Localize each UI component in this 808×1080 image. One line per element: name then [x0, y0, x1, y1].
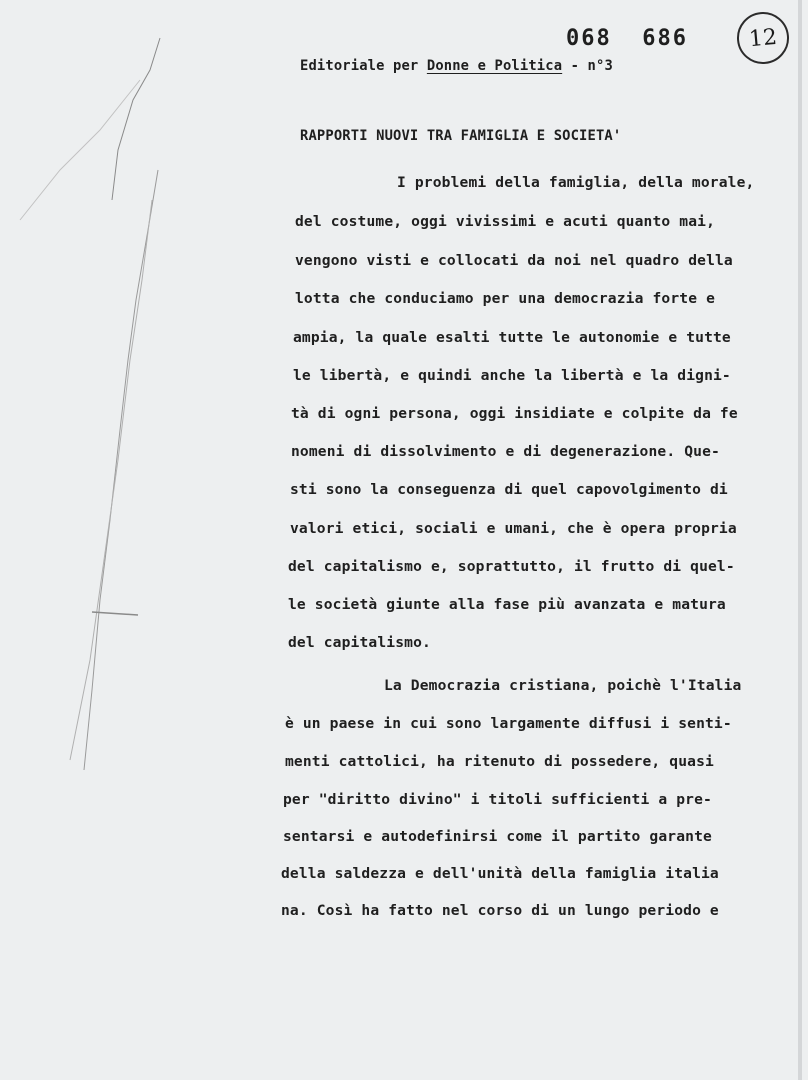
paragraph-line: della saldezza e dell'unità della famiglia italia: [281, 865, 719, 882]
paragraph-line: La Democrazia cristiana, poichè l'Italia: [384, 677, 742, 694]
paragraph-line: lotta che conduciamo per una democrazia forte e: [295, 290, 716, 307]
stamp-number: 12: [747, 24, 779, 52]
editorial-prefix: Editoriale per: [300, 58, 427, 74]
article-title: RAPPORTI NUOVI TRA FAMIGLIA E SOCIETA': [300, 128, 622, 144]
paragraph-line: del costume, oggi vivissimi e acuti quanto mai,: [295, 213, 716, 230]
issue-number: - n°3: [562, 58, 613, 74]
paragraph-line: na. Così ha fatto nel corso di un lungo periodo e: [281, 902, 719, 919]
publication-name: Donne e Politica: [426, 58, 563, 74]
paragraph-line: del capitalismo e, soprattutto, il frutto di quel-: [288, 558, 735, 575]
paragraph-line: sti sono la conseguenza di quel capovolgimento di: [290, 481, 728, 498]
circled-page-number: [735, 10, 791, 66]
paragraph-line: I problemi della famiglia, della morale,: [397, 174, 755, 191]
paragraph-line: per "diritto divino" i titoli sufficienti a pre-: [283, 791, 712, 808]
paragraph-line: ampia, la quale esalti tutte le autonomie e tutte: [293, 329, 731, 346]
paragraph-line: sentarsi e autodefinirsi come il partito garante: [283, 828, 712, 845]
editorial-header: [300, 56, 613, 76]
paragraph-line: valori etici, sociali e umani, che è opera propria: [290, 520, 737, 537]
paragraph-line: le società giunte alla fase più avanzata e matura: [288, 596, 726, 613]
paragraph-line: del capitalismo.: [288, 634, 431, 651]
paragraph-line: le libertà, e quindi anche la libertà e la digni-: [293, 367, 731, 384]
paragraph-line: è un paese in cui sono largamente diffusi i senti-: [285, 715, 732, 732]
paragraph-line: nomeni di dissolvimento e di degenerazione. Que-: [291, 443, 720, 460]
paragraph-line: menti cattolici, ha ritenuto di possedere, quasi: [285, 753, 714, 770]
paragraph-line: tà di ogni persona, oggi insidiate e colpite da fe: [291, 405, 738, 422]
document-number: 068 686: [566, 26, 688, 51]
paragraph-line: vengono visti e collocati da noi nel quadro della: [295, 252, 733, 269]
